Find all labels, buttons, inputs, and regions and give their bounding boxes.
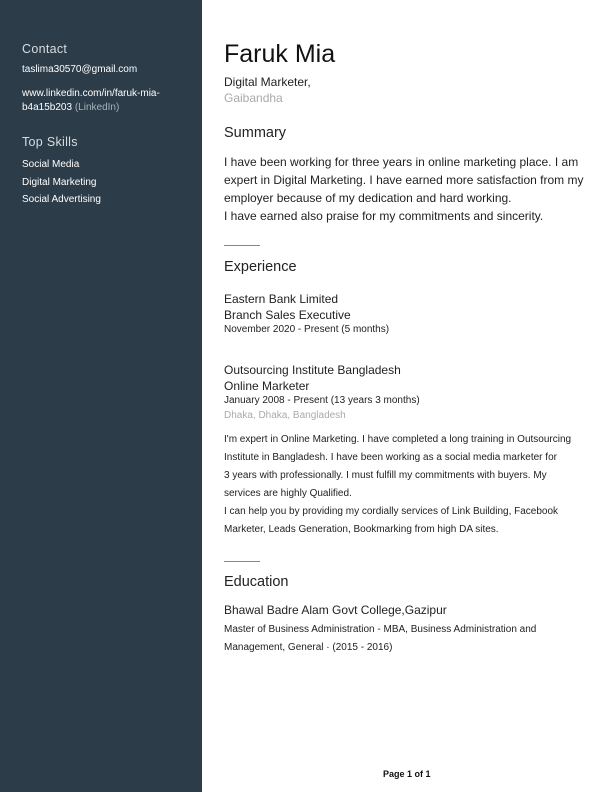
skills-list [22, 156, 101, 209]
job-company: Eastern Bank Limited [224, 292, 339, 306]
summary-heading: Summary [224, 125, 287, 141]
degree [224, 621, 536, 657]
school-name: Bhawal Badre Alam Govt College,Gazipur [224, 603, 447, 617]
divider [224, 245, 260, 246]
contact-heading: Contact [22, 42, 68, 56]
skill-item: Social Advertising [22, 194, 101, 205]
degree-line: Management, General · (2015 - 2016) [224, 642, 393, 653]
linkedin-label: (LinkedIn) [74, 102, 120, 113]
linkedin-url-line1: www.linkedin.com/in/faruk-mia- [22, 88, 160, 99]
job-location: Dhaka, Dhaka, Bangladesh [224, 410, 346, 421]
job-title: Online Marketer [224, 379, 310, 393]
education-heading: Education [224, 574, 289, 590]
summary-line: I have earned also praise for my commitments and sincerity. [224, 209, 544, 223]
divider [224, 561, 260, 562]
degree-line: Master of Business Administration - MBA, Business Administration and [224, 624, 537, 635]
location: Gaibandha [224, 91, 283, 105]
job-company: Outsourcing Institute Bangladesh [224, 363, 401, 377]
email-link[interactable]: taslima30570@gmail.com [22, 64, 138, 75]
description-line: Institute in Bangladesh. I have been working as a social media marketer for [224, 452, 557, 463]
summary-line: expert in Digital Marketing. I have earned more satisfaction from my [224, 173, 584, 187]
linkedin-link[interactable] [22, 87, 160, 115]
job-title: Branch Sales Executive [224, 308, 351, 322]
skills-heading: Top Skills [22, 135, 78, 149]
description-line: I can help you by providing my cordially services of Link Building, Facebook [224, 506, 559, 517]
description-line: I'm expert in Online Marketing. I have completed a long training in Outsourcing [224, 434, 572, 445]
description-line: 3 years with professionally. I must fulfill my commitments with buyers. My [224, 470, 547, 481]
headline: Digital Marketer, [224, 75, 311, 89]
description-line: services are highly Qualified. [224, 488, 352, 499]
job-dates: January 2008 - Present (13 years 3 months) [224, 395, 420, 406]
experience-heading: Experience [224, 259, 297, 275]
page-number: Page 1 of 1 [383, 769, 431, 779]
summary-line: employer because of my dedication and hard working. [224, 191, 512, 205]
description-line: Marketer, Leads Generation, Bookmarking from high DA sites. [224, 524, 499, 535]
skill-item: Digital Marketing [22, 176, 97, 188]
sidebar [0, 0, 202, 792]
profile-name: Faruk Mia [224, 40, 336, 68]
linkedin-url-line2: b4a15b203 [22, 102, 73, 113]
summary-line: I have been working for three years in online marketing place. I am [224, 155, 579, 169]
job-dates: November 2020 - Present (5 months) [224, 324, 390, 335]
summary-text [224, 153, 583, 225]
skill-item: Social Media [22, 159, 80, 170]
job-description [224, 431, 571, 539]
